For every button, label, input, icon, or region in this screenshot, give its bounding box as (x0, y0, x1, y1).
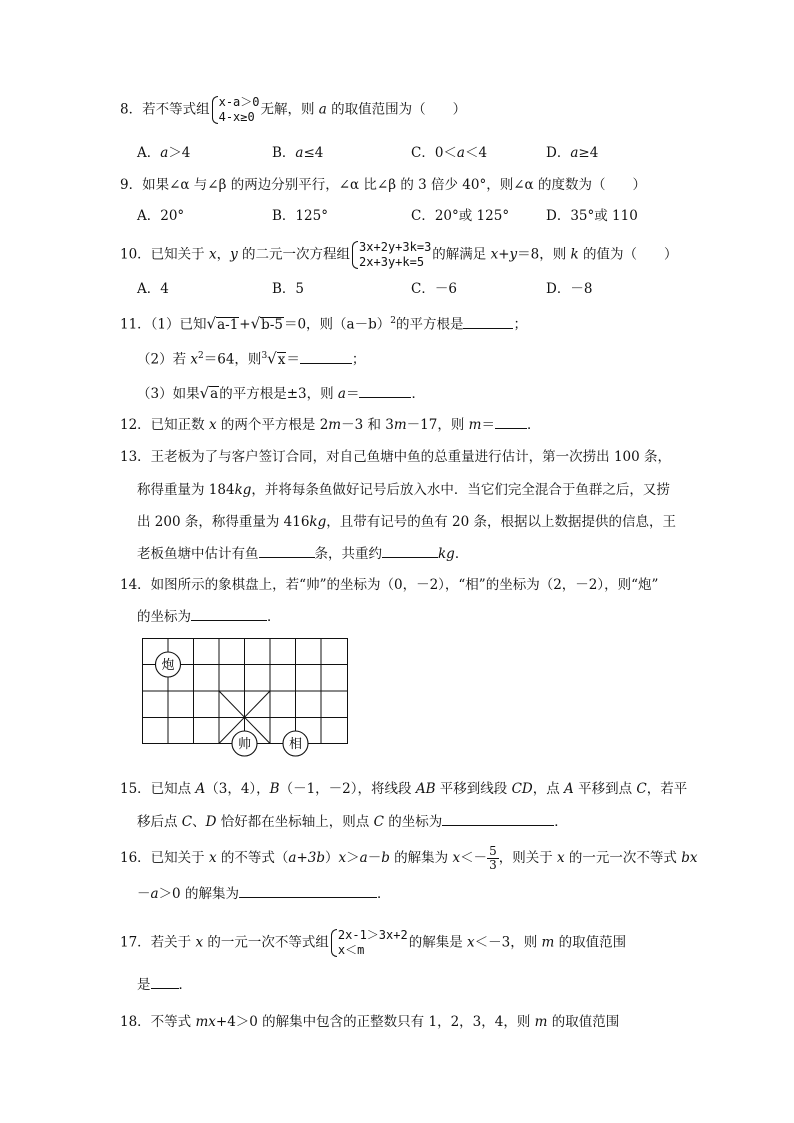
question-13-line-4: 老板鱼塘中估计有鱼 条，共重约 kg． (137, 543, 694, 564)
question-11-part-2: （2）若 $x^2=64$，则$^3$√x＝ ； (137, 349, 366, 368)
equation-system: 3x+2y+3k=3 2x+3y+k=5 (351, 240, 431, 270)
option-d: D．a≥4 (546, 145, 599, 161)
piece-shuai (232, 731, 257, 756)
answer-blank (442, 811, 554, 826)
inequality-system: 2x-1＞3x+2 x＜m (330, 928, 408, 958)
question-14-line-2: 的坐标为 ． (137, 606, 694, 627)
svg-text:帅: 帅 (237, 737, 252, 752)
question-18-line-1: 18．不等式 mx+4＞0 的解集中包含的正整数只有 1，2，3，4，则 m 的取值范围 (120, 1014, 620, 1030)
answer-blank (495, 414, 527, 429)
question-13-line-2: 称得重量为 184kg，并将每条鱼做好记号后放入水中．当它们完全混合于鱼群之后，又捞 (137, 482, 670, 498)
option-d: D．35°或 110 (546, 208, 638, 224)
option-a: A．20° (137, 208, 185, 224)
option-d: D．－8 (546, 281, 593, 297)
question-13-line-1: 13．王老板为了与客户签订合同，对自己鱼塘中鱼的总重量进行估计，第一次捞出 100 条， (120, 449, 672, 465)
option-b: B．5 (272, 281, 305, 297)
question-11-part-1: 11．（1）已知√a-1+√b-5＝0，则$(a-b)^2$的平方根是 ； (120, 314, 527, 333)
answer-blank (382, 543, 438, 558)
answer-blank (359, 383, 411, 398)
answer-blank (151, 974, 179, 989)
question-12: 12．已知正数 x 的两个平方根是 2m－3 和 3m－17，则 m＝ ． (120, 414, 694, 435)
option-a: A．a＞4 (137, 145, 191, 161)
question-14-line-1: 14．如图所示的象棋盘上，若“帅”的坐标为（0，－2），“相”的坐标为（2，－2），则“炮” (120, 577, 659, 593)
option-c: C．－6 (411, 281, 457, 297)
question-16-line-1: 16．已知关于 x 的不等式（a+3b）x＞a－b 的解集为 x＜－ $\frac{5}{3}$ ，则关于 x 的一元一次不等式 bx (120, 844, 698, 872)
answer-blank (239, 883, 377, 898)
svg-text:相: 相 (288, 737, 303, 752)
answer-blank (300, 349, 352, 364)
question-15-line-2: 移后点 C、D 恰好都在坐标轴上，则点 C 的坐标为 ． (137, 811, 694, 832)
answer-blank (463, 314, 513, 329)
fraction: $\frac{5}{3}$ (489, 844, 497, 872)
question-13-line-3: 出 200 条，称得重量为 416kg，且带有记号的鱼有 20 条，根据以上数据提供的信息，王 (137, 514, 677, 530)
question-17-line-2: 是 ． (137, 974, 694, 995)
piece-pao (156, 652, 181, 677)
piece-xiang (283, 731, 308, 756)
svg-text:炮: 炮 (161, 658, 175, 673)
option-b: B．a≤4 (272, 145, 324, 161)
question-15-line-1: 15．已知点 A（3，4），B（－1，－2），将线段 AB 平移到线段 CD，点 A 平移到点 C，若平 (120, 781, 688, 797)
answer-blank (191, 606, 267, 621)
question-9: 9．如果∠α 与∠β 的两边分别平行，∠α 比∠β 的 3 倍少 40°，则∠α 的度数为（ ） (120, 177, 646, 193)
option-c: C．20°或 125° (411, 208, 510, 224)
question-11-part-3: （3）如果√a的平方根是±3，则 a＝ ． (137, 384, 425, 402)
question-8: 8．若不等式组 x-a＞0 4-x≥0 无解，则 a 的取值范围为（ ） (120, 95, 467, 124)
option-c: C．0＜a＜4 (411, 145, 488, 161)
option-b: B．125° (272, 208, 328, 224)
question-16-line-2: －a＞0 的解集为 ． (137, 883, 694, 904)
question-10: 10．已知关于 x，y 的二元一次方程组 3x+2y+3k=3 2x+3y+k=5 的解满足 x+y＝8，则 k 的值为（ ） (120, 240, 678, 269)
question-17-line-1: 17．若关于 x 的一元一次不等式组 2x-1＞3x+2 x＜m 的解集是 x＜－3，则 m 的取值范围 (120, 928, 627, 957)
inequality-system: x-a＞0 4-x≥0 (211, 95, 260, 125)
chess-board-figure (142, 638, 352, 768)
option-a: A．4 (137, 281, 169, 297)
answer-blank (259, 543, 315, 558)
